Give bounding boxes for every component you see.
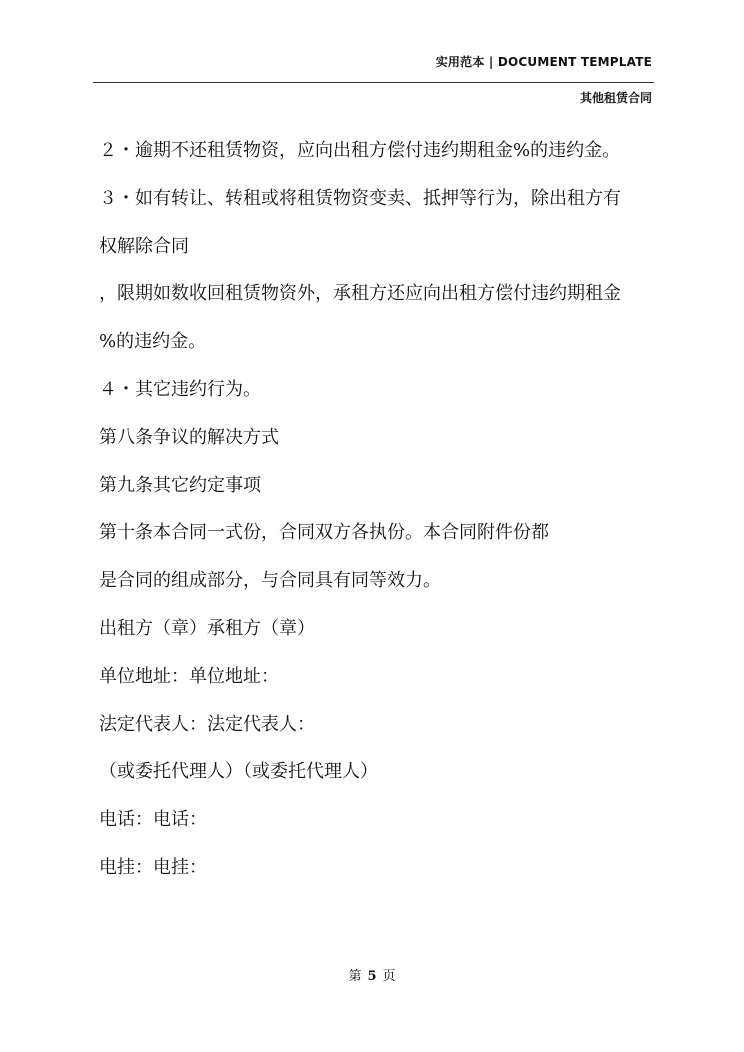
paragraph-article-10-cont: 是合同的组成部分，与合同具有同等效力。 <box>99 570 441 592</box>
paragraph-clause-4: ４・其它违约行为。 <box>99 378 261 400</box>
document-body <box>99 139 669 904</box>
paragraph-clause-2: ２・逾期不还租赁物资，应向出租方偿付违约期租金%的违约金。 <box>99 140 621 161</box>
footer-prefix: 第 <box>348 969 362 984</box>
signature-agent: （或委托代理人）（或委托代理人） <box>99 761 378 783</box>
page-number: 5 <box>367 969 377 984</box>
paragraph-clause-3-cont: ，限期如数收回租赁物资外，承租方还应向出租方偿付违约期租金 <box>99 283 621 305</box>
signature-address: 单位地址：单位地址： <box>99 665 279 687</box>
paragraph-clause-3-cont: 权解除合同 <box>99 235 189 257</box>
page-footer <box>0 965 744 984</box>
signature-phone: 电话：电话： <box>99 809 207 831</box>
header-divider <box>93 82 654 83</box>
paragraph-article-9: 第九条其它约定事项 <box>99 474 261 496</box>
header-subtitle: 其他租赁合同 <box>579 91 652 105</box>
paragraph-clause-3: ３・如有转让、转租或将租赁物资变卖、抵押等行为，除出租方有 <box>99 187 621 209</box>
footer-suffix: 页 <box>382 969 396 984</box>
signature-telegraph: 电挂：电挂： <box>99 856 207 878</box>
paragraph-article-10: 第十条本合同一式份，合同双方各执份。本合同附件份都 <box>99 522 549 544</box>
signature-parties: 出租方（章）承租方（章） <box>99 617 315 639</box>
header-title: 实用范本 | DOCUMENT TEMPLATE <box>435 55 652 69</box>
signature-legal-rep: 法定代表人：法定代表人： <box>99 713 315 735</box>
paragraph-article-8: 第八条争议的解决方式 <box>99 426 279 448</box>
paragraph-clause-3-cont: %的违约金。 <box>99 331 207 353</box>
